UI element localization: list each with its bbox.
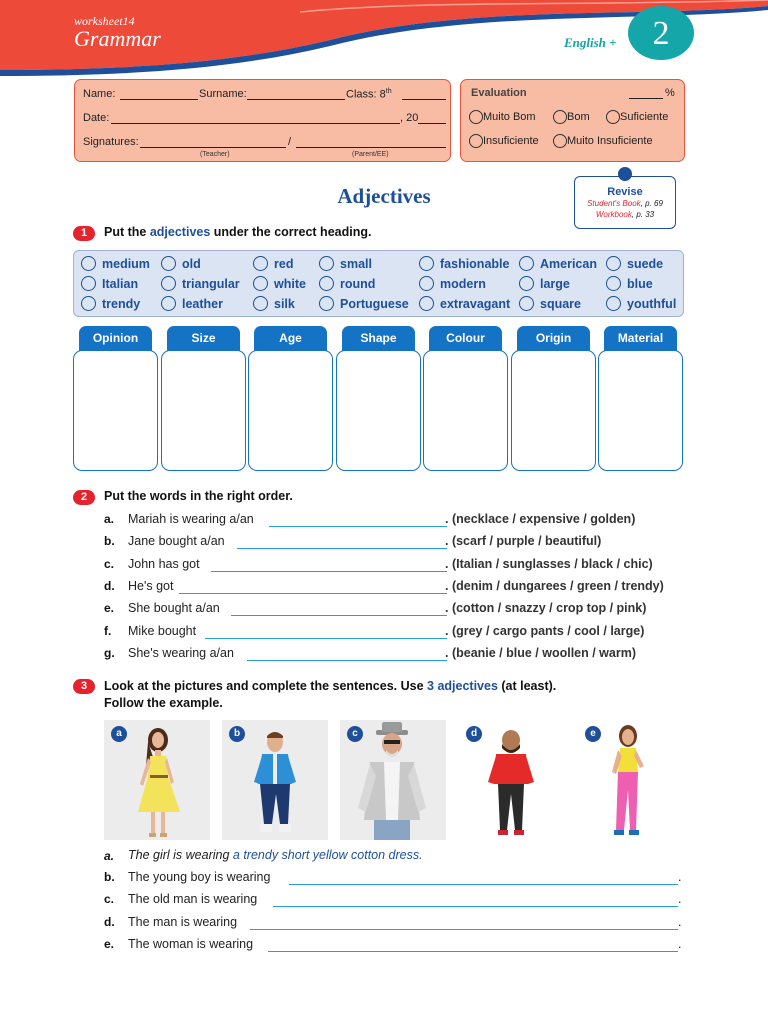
percent-field[interactable] [629, 89, 663, 99]
parent-caption: (Parent/EE) [352, 151, 389, 158]
unit-number: 2 [628, 6, 694, 60]
exercise-3-instruction-line2: Follow the example. [104, 696, 223, 710]
item-letter: d. [104, 914, 115, 929]
eval-option-insuficiente[interactable]: Insuficiente [469, 134, 539, 148]
sentence-end: . [678, 936, 682, 951]
answer-line[interactable] [269, 526, 447, 527]
radio-icon[interactable] [81, 256, 96, 271]
revise-box [574, 176, 676, 229]
item-prompt: John has got [128, 556, 200, 571]
adjective-option-youthful[interactable] [606, 296, 676, 311]
radio-icon[interactable] [253, 296, 268, 311]
example-letter: a. [104, 849, 115, 863]
radio-icon[interactable] [161, 296, 176, 311]
evaluation-box [460, 79, 685, 162]
eval-option-bom[interactable]: Bom [553, 110, 590, 124]
adjective-option-leather[interactable] [161, 296, 223, 311]
category-box-size[interactable] [161, 350, 246, 471]
item-letter: c. [104, 892, 115, 907]
answer-line[interactable] [247, 660, 447, 661]
adjective-option-old[interactable] [161, 256, 201, 271]
answer-line[interactable] [268, 951, 678, 952]
adjective-option-trendy[interactable] [81, 296, 140, 311]
adjective-option-large[interactable] [519, 276, 570, 291]
adjective-label: large [540, 277, 570, 291]
answer-line[interactable] [250, 929, 678, 930]
radio-icon[interactable] [469, 134, 483, 148]
radio-icon[interactable] [519, 296, 534, 311]
adjective-label: youthful [627, 297, 677, 311]
revise-title: Revise [607, 186, 643, 198]
adjective-label: medium [102, 257, 150, 271]
category-box-opinion[interactable] [73, 350, 158, 471]
eval-option-suficiente[interactable]: Suficiente [606, 110, 668, 124]
item-letter: a. [104, 512, 115, 526]
item-letter: d. [104, 578, 115, 593]
item-word-hint: . (Italian / sunglasses / black / chic) [445, 556, 653, 571]
category-heading-origin: Origin [517, 326, 590, 351]
radio-icon[interactable] [319, 296, 334, 311]
adjective-label: triangular [182, 277, 240, 291]
answer-line[interactable] [205, 638, 447, 639]
item-letter: e. [104, 936, 115, 951]
sentence-prompt: The man is wearing [128, 914, 238, 929]
radio-icon[interactable] [519, 276, 534, 291]
adjective-option-portuguese[interactable] [319, 296, 409, 311]
item-prompt: She's wearing a/an [128, 645, 234, 660]
signatures-label: Signatures: [83, 136, 139, 148]
sentence-prompt: The young boy is wearing [128, 870, 271, 884]
adjective-label: blue [627, 277, 653, 291]
revise-workbook: Workbook, p. 33 [595, 210, 655, 219]
item-letter: b. [104, 534, 115, 549]
year-field[interactable] [418, 114, 446, 124]
category-heading-opinion: Opinion [79, 326, 152, 351]
adjective-option-blue[interactable] [606, 276, 653, 291]
adjective-option-white[interactable] [253, 276, 306, 291]
adjective-label: modern [440, 277, 486, 291]
adjective-label: old [182, 257, 201, 271]
name-field[interactable] [120, 90, 198, 100]
radio-icon[interactable] [319, 256, 334, 271]
date-label: Date: [83, 112, 110, 124]
adjective-option-extravagant[interactable] [419, 296, 510, 311]
sentence-prompt: The woman is wearing [128, 936, 254, 951]
category-heading-material: Material [604, 326, 677, 351]
class-label: Class: 8th [346, 88, 392, 101]
category-box-colour[interactable] [423, 350, 508, 471]
answer-line[interactable] [179, 593, 447, 594]
adjective-label: extravagant [440, 297, 511, 311]
item-prompt: Mariah is wearing a/an [128, 512, 254, 526]
adjective-option-italian[interactable] [81, 276, 138, 291]
radio-icon[interactable] [469, 110, 483, 124]
parent-signature-field[interactable] [296, 138, 446, 148]
adjective-option-suede[interactable] [606, 256, 663, 271]
adjective-label: trendy [102, 297, 141, 311]
book-name: English + [564, 35, 617, 50]
date-field[interactable] [111, 114, 400, 124]
revise-pin-icon [618, 167, 632, 181]
section-title: Grammar [74, 26, 161, 51]
radio-icon[interactable] [419, 276, 434, 291]
radio-icon[interactable] [419, 256, 434, 271]
radio-icon[interactable] [606, 296, 621, 311]
radio-icon[interactable] [81, 296, 96, 311]
page-title: Adjectives [337, 184, 431, 208]
adjective-label: red [274, 257, 294, 271]
item-prompt: He's got [128, 578, 174, 593]
picture-badge-e: e [585, 726, 601, 742]
surname-label: Surname: [199, 88, 247, 100]
class-field[interactable] [402, 90, 446, 100]
picture-badge-a: a [111, 726, 127, 742]
adjective-label: fashionable [440, 257, 510, 271]
item-word-hint: . (denim / dungarees / green / trendy) [445, 578, 664, 593]
exercise-3-instruction: Look at the pictures and complete the sentences. Use 3 adjectives (at least). [104, 679, 557, 693]
category-box-shape[interactable] [336, 350, 421, 471]
sentence-end: . [678, 914, 682, 929]
radio-icon[interactable] [253, 276, 268, 291]
radio-icon[interactable] [81, 276, 96, 291]
radio-icon[interactable] [419, 296, 434, 311]
teacher-signature-field[interactable] [140, 138, 286, 148]
adjective-option-american[interactable] [519, 256, 597, 271]
example-sentence: The girl is wearing a trendy short yellow cotton dress. [128, 848, 423, 862]
adjective-option-modern[interactable] [419, 276, 486, 291]
sentence-end: . [678, 892, 682, 907]
evaluation-title: Evaluation [471, 87, 527, 99]
category-box-origin[interactable] [511, 350, 596, 471]
adjective-label: American [540, 257, 597, 271]
category-heading-shape: Shape [342, 326, 415, 351]
sentence-prompt: The old man is wearing [128, 892, 258, 907]
student-info-box [74, 79, 451, 162]
item-letter: e. [104, 601, 115, 616]
percent-sign: % [665, 87, 675, 99]
adjective-label: round [340, 277, 376, 291]
signature-separator: / [288, 136, 292, 148]
radio-icon[interactable] [161, 276, 176, 291]
revise-students-book: Student's Book, p. 69 [587, 199, 663, 208]
item-letter: g. [104, 645, 115, 660]
radio-icon[interactable] [161, 256, 176, 271]
adjective-option-red[interactable] [253, 256, 293, 271]
item-letter: c. [104, 556, 115, 571]
adjective-option-medium[interactable] [81, 256, 150, 271]
eval-option-muito-bom[interactable]: Muito Bom [469, 110, 536, 124]
radio-icon[interactable] [253, 256, 268, 271]
adjective-label: white [274, 277, 306, 291]
adjective-label: leather [182, 297, 223, 311]
exercise-1-number: 1 [73, 226, 95, 241]
adjective-option-silk[interactable] [253, 296, 295, 311]
radio-icon[interactable] [319, 276, 334, 291]
sentence-end: . [678, 870, 682, 884]
category-heading-age: Age [254, 326, 327, 351]
item-word-hint: . (beanie / blue / woollen / warm) [445, 645, 637, 660]
answer-line[interactable] [231, 615, 447, 616]
answer-line[interactable] [289, 884, 678, 885]
eval-option-muito-insuficiente[interactable]: Muito Insuficiente [553, 134, 653, 148]
adjective-label: Portuguese [340, 297, 409, 311]
adjective-label: suede [627, 257, 664, 271]
adjective-option-small[interactable] [319, 256, 372, 271]
year-label: , 20 [400, 112, 419, 124]
picture-badge-b: b [229, 726, 245, 742]
radio-icon[interactable] [553, 134, 567, 148]
adjective-label: Italian [102, 277, 139, 291]
picture-badge-c: c [347, 726, 363, 742]
item-prompt: Jane bought a/an [128, 534, 225, 549]
item-word-hint: . (grey / cargo pants / cool / large) [445, 623, 645, 638]
item-letter: f. [104, 623, 112, 638]
radio-icon[interactable] [553, 110, 567, 124]
item-word-hint: . (scarf / purple / beautiful) [445, 534, 602, 549]
adjective-option-square[interactable] [519, 296, 581, 311]
adjective-option-triangular[interactable] [161, 276, 240, 291]
worksheet-number: worksheet14 [74, 14, 135, 28]
answer-line[interactable] [211, 571, 447, 572]
item-prompt: She bought a/an [128, 601, 220, 616]
exercise-3-number: 3 [73, 679, 95, 694]
radio-icon[interactable] [606, 276, 621, 291]
teacher-caption: (Teacher) [200, 151, 230, 158]
category-box-age[interactable] [248, 350, 333, 471]
radio-icon[interactable] [606, 110, 620, 124]
item-word-hint: . (necklace / expensive / golden) [445, 512, 636, 526]
item-prompt: Mike bought [128, 623, 197, 638]
adjective-option-round[interactable] [319, 276, 375, 291]
exercise-2-instruction: Put the words in the right order. [104, 489, 293, 503]
adjective-label: square [540, 297, 581, 311]
adjective-option-fashionable[interactable] [419, 256, 509, 271]
exercise-1-instruction: Put the adjectives under the correct heading. [104, 225, 372, 239]
adjective-label: silk [274, 297, 295, 311]
exercise-2-number: 2 [73, 490, 95, 505]
category-heading-colour: Colour [429, 326, 502, 351]
item-word-hint: . (cotton / snazzy / crop top / pink) [445, 601, 647, 616]
category-heading-size: Size [167, 326, 240, 351]
answer-line[interactable] [273, 906, 678, 907]
adjective-label: small [340, 257, 372, 271]
picture-badge-d: d [466, 726, 482, 742]
answer-line[interactable] [237, 548, 447, 549]
category-box-material[interactable] [598, 350, 683, 471]
name-label: Name: [83, 88, 116, 100]
radio-icon[interactable] [519, 256, 534, 271]
item-letter: b. [104, 870, 115, 884]
surname-field[interactable] [247, 90, 345, 100]
radio-icon[interactable] [606, 256, 621, 271]
